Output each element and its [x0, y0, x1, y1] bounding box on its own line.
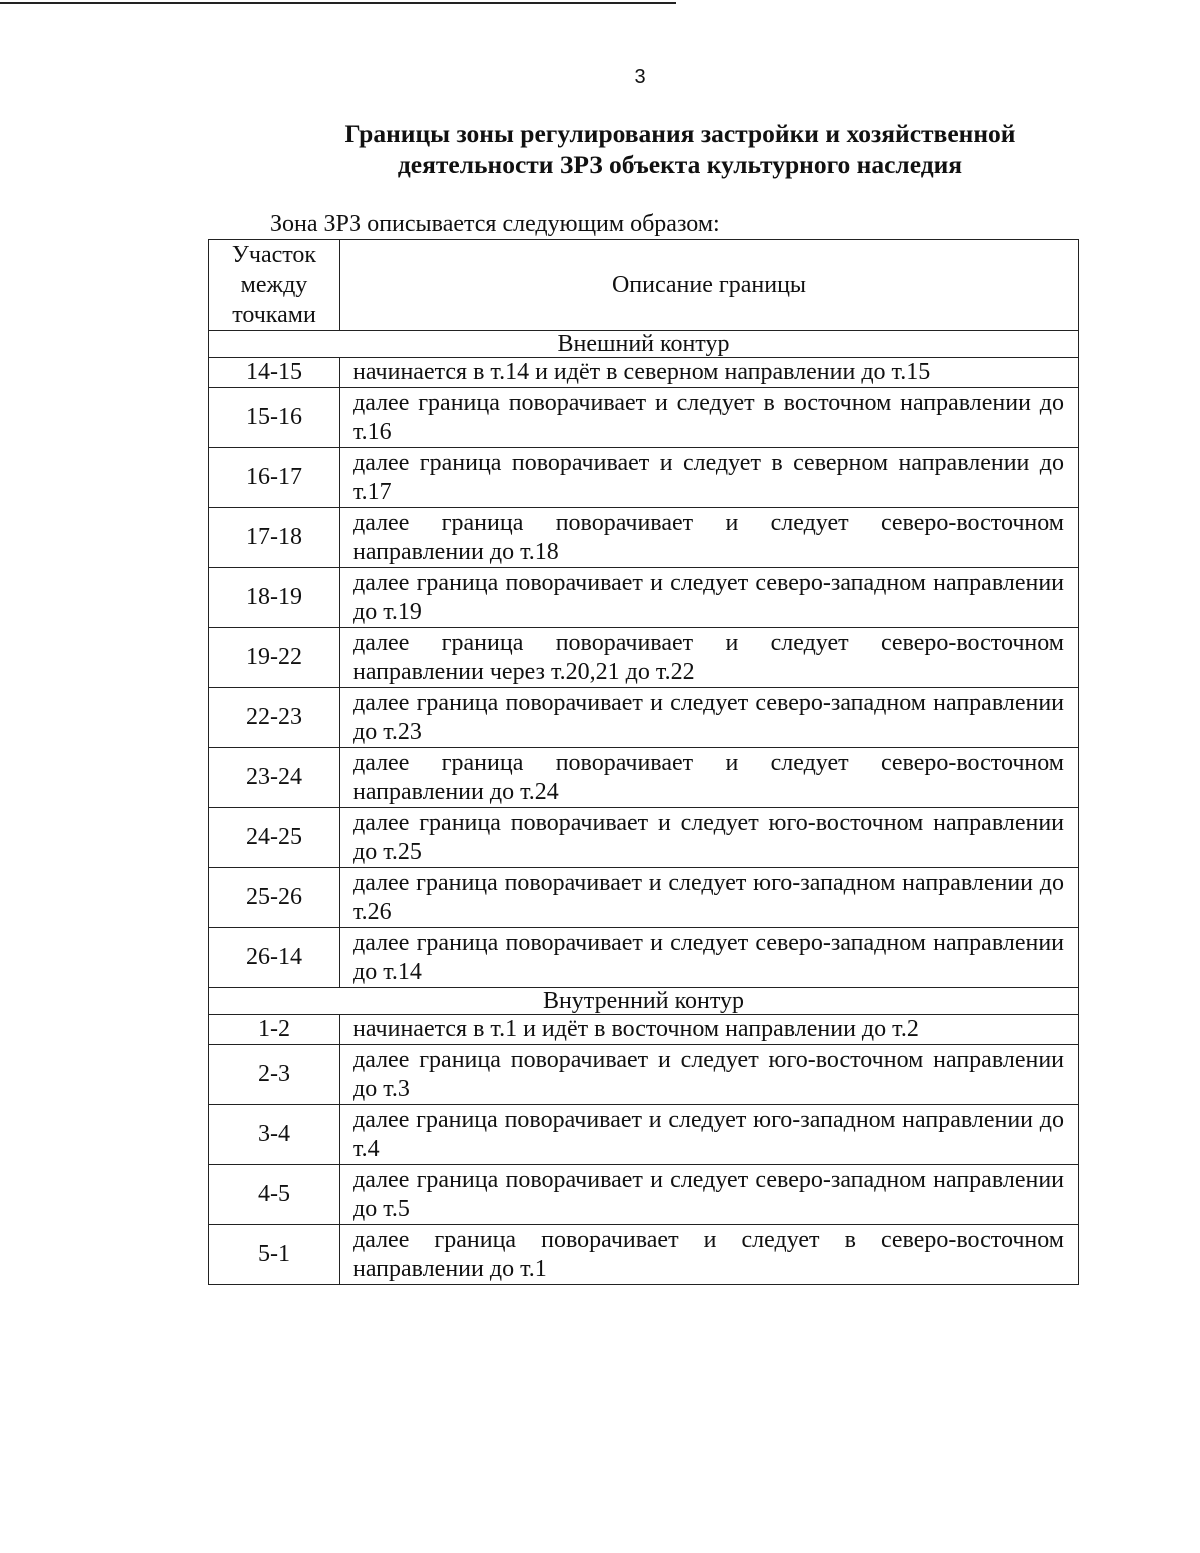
- page-number: 3: [634, 66, 646, 88]
- description-cell: далее граница поворачивает и следует северо-восточном направлении через т.20,21 до т.22: [340, 628, 1079, 688]
- segment-cell: 25-26: [209, 868, 340, 928]
- description-cell: начинается в т.1 и идёт в восточном направлении до т.2: [340, 1015, 1079, 1045]
- segment-cell: 23-24: [209, 748, 340, 808]
- section-row-inner: [209, 988, 1079, 1015]
- description-cell: далее граница поворачивает и следует северо-западном направлении до т.23: [340, 688, 1079, 748]
- table-row: [209, 928, 1079, 988]
- description-cell: далее граница поворачивает и следует в северном направлении до т.17: [340, 448, 1079, 508]
- table-row: [209, 1225, 1079, 1285]
- table-row: [209, 568, 1079, 628]
- table-row: [209, 1165, 1079, 1225]
- table-row: [209, 748, 1079, 808]
- table-row: [209, 388, 1079, 448]
- table-row: [209, 508, 1079, 568]
- description-cell: далее граница поворачивает и следует северо-восточном направлении до т.24: [340, 748, 1079, 808]
- header-segment-line-1: Участок: [231, 242, 317, 268]
- segment-cell: 18-19: [209, 568, 340, 628]
- document-title: [300, 118, 1060, 180]
- description-cell: далее граница поворачивает и следует в восточном направлении до т.16: [340, 388, 1079, 448]
- table-row: [209, 1105, 1079, 1165]
- table-body: [209, 331, 1079, 1285]
- description-cell: начинается в т.14 и идёт в северном направлении до т.15: [340, 358, 1079, 388]
- segment-cell: 4-5: [209, 1165, 340, 1225]
- table-row: [209, 868, 1079, 928]
- segment-cell: 24-25: [209, 808, 340, 868]
- section-label-outer: Внешний контур: [209, 331, 1079, 358]
- table-row: [209, 358, 1079, 388]
- scan-edge-line: [0, 2, 676, 4]
- segment-cell: 14-15: [209, 358, 340, 388]
- table-row: [209, 1015, 1079, 1045]
- segment-cell: 5-1: [209, 1225, 340, 1285]
- description-cell: далее граница поворачивает и следует юго-западном направлении до т.4: [340, 1105, 1079, 1165]
- description-cell: далее граница поворачивает и следует юго-восточном направлении до т.3: [340, 1045, 1079, 1105]
- description-cell: далее граница поворачивает и следует северо-западном направлении до т.14: [340, 928, 1079, 988]
- description-cell: далее граница поворачивает и следует северо-восточном направлении до т.18: [340, 508, 1079, 568]
- table-row: [209, 808, 1079, 868]
- table-row: [209, 1045, 1079, 1105]
- segment-cell: 1-2: [209, 1015, 340, 1045]
- segment-cell: 3-4: [209, 1105, 340, 1165]
- title-line-2: деятельности ЗРЗ объекта культурного наследия: [397, 150, 963, 179]
- intro-text: Зона ЗРЗ описывается следующим образом:: [270, 211, 720, 237]
- description-cell: далее граница поворачивает и следует северо-западном направлении до т.19: [340, 568, 1079, 628]
- segment-cell: 26-14: [209, 928, 340, 988]
- segment-cell: 15-16: [209, 388, 340, 448]
- table-header-row: [209, 240, 1079, 331]
- title-line-1: Границы зоны регулирования застройки и хозяйственной: [344, 119, 1016, 148]
- segment-cell: 16-17: [209, 448, 340, 508]
- table-row: [209, 448, 1079, 508]
- header-segment-cell: [209, 240, 340, 331]
- segment-cell: 19-22: [209, 628, 340, 688]
- header-description-cell: Описание границы: [340, 240, 1079, 331]
- section-row-outer: [209, 331, 1079, 358]
- section-label-inner: Внутренний контур: [209, 988, 1079, 1015]
- description-cell: далее граница поворачивает и следует в северо-восточном направлении до т.1: [340, 1225, 1079, 1285]
- segment-cell: 17-18: [209, 508, 340, 568]
- boundary-table: [208, 239, 1079, 1285]
- description-cell: далее граница поворачивает и следует северо-западном направлении до т.5: [340, 1165, 1079, 1225]
- description-cell: далее граница поворачивает и следует юго-западном направлении до т.26: [340, 868, 1079, 928]
- segment-cell: 22-23: [209, 688, 340, 748]
- table-row: [209, 628, 1079, 688]
- segment-cell: 2-3: [209, 1045, 340, 1105]
- table-row: [209, 688, 1079, 748]
- header-segment-line-2: между: [240, 272, 308, 298]
- header-segment-line-3: точками: [232, 302, 316, 328]
- description-cell: далее граница поворачивает и следует юго-восточном направлении до т.25: [340, 808, 1079, 868]
